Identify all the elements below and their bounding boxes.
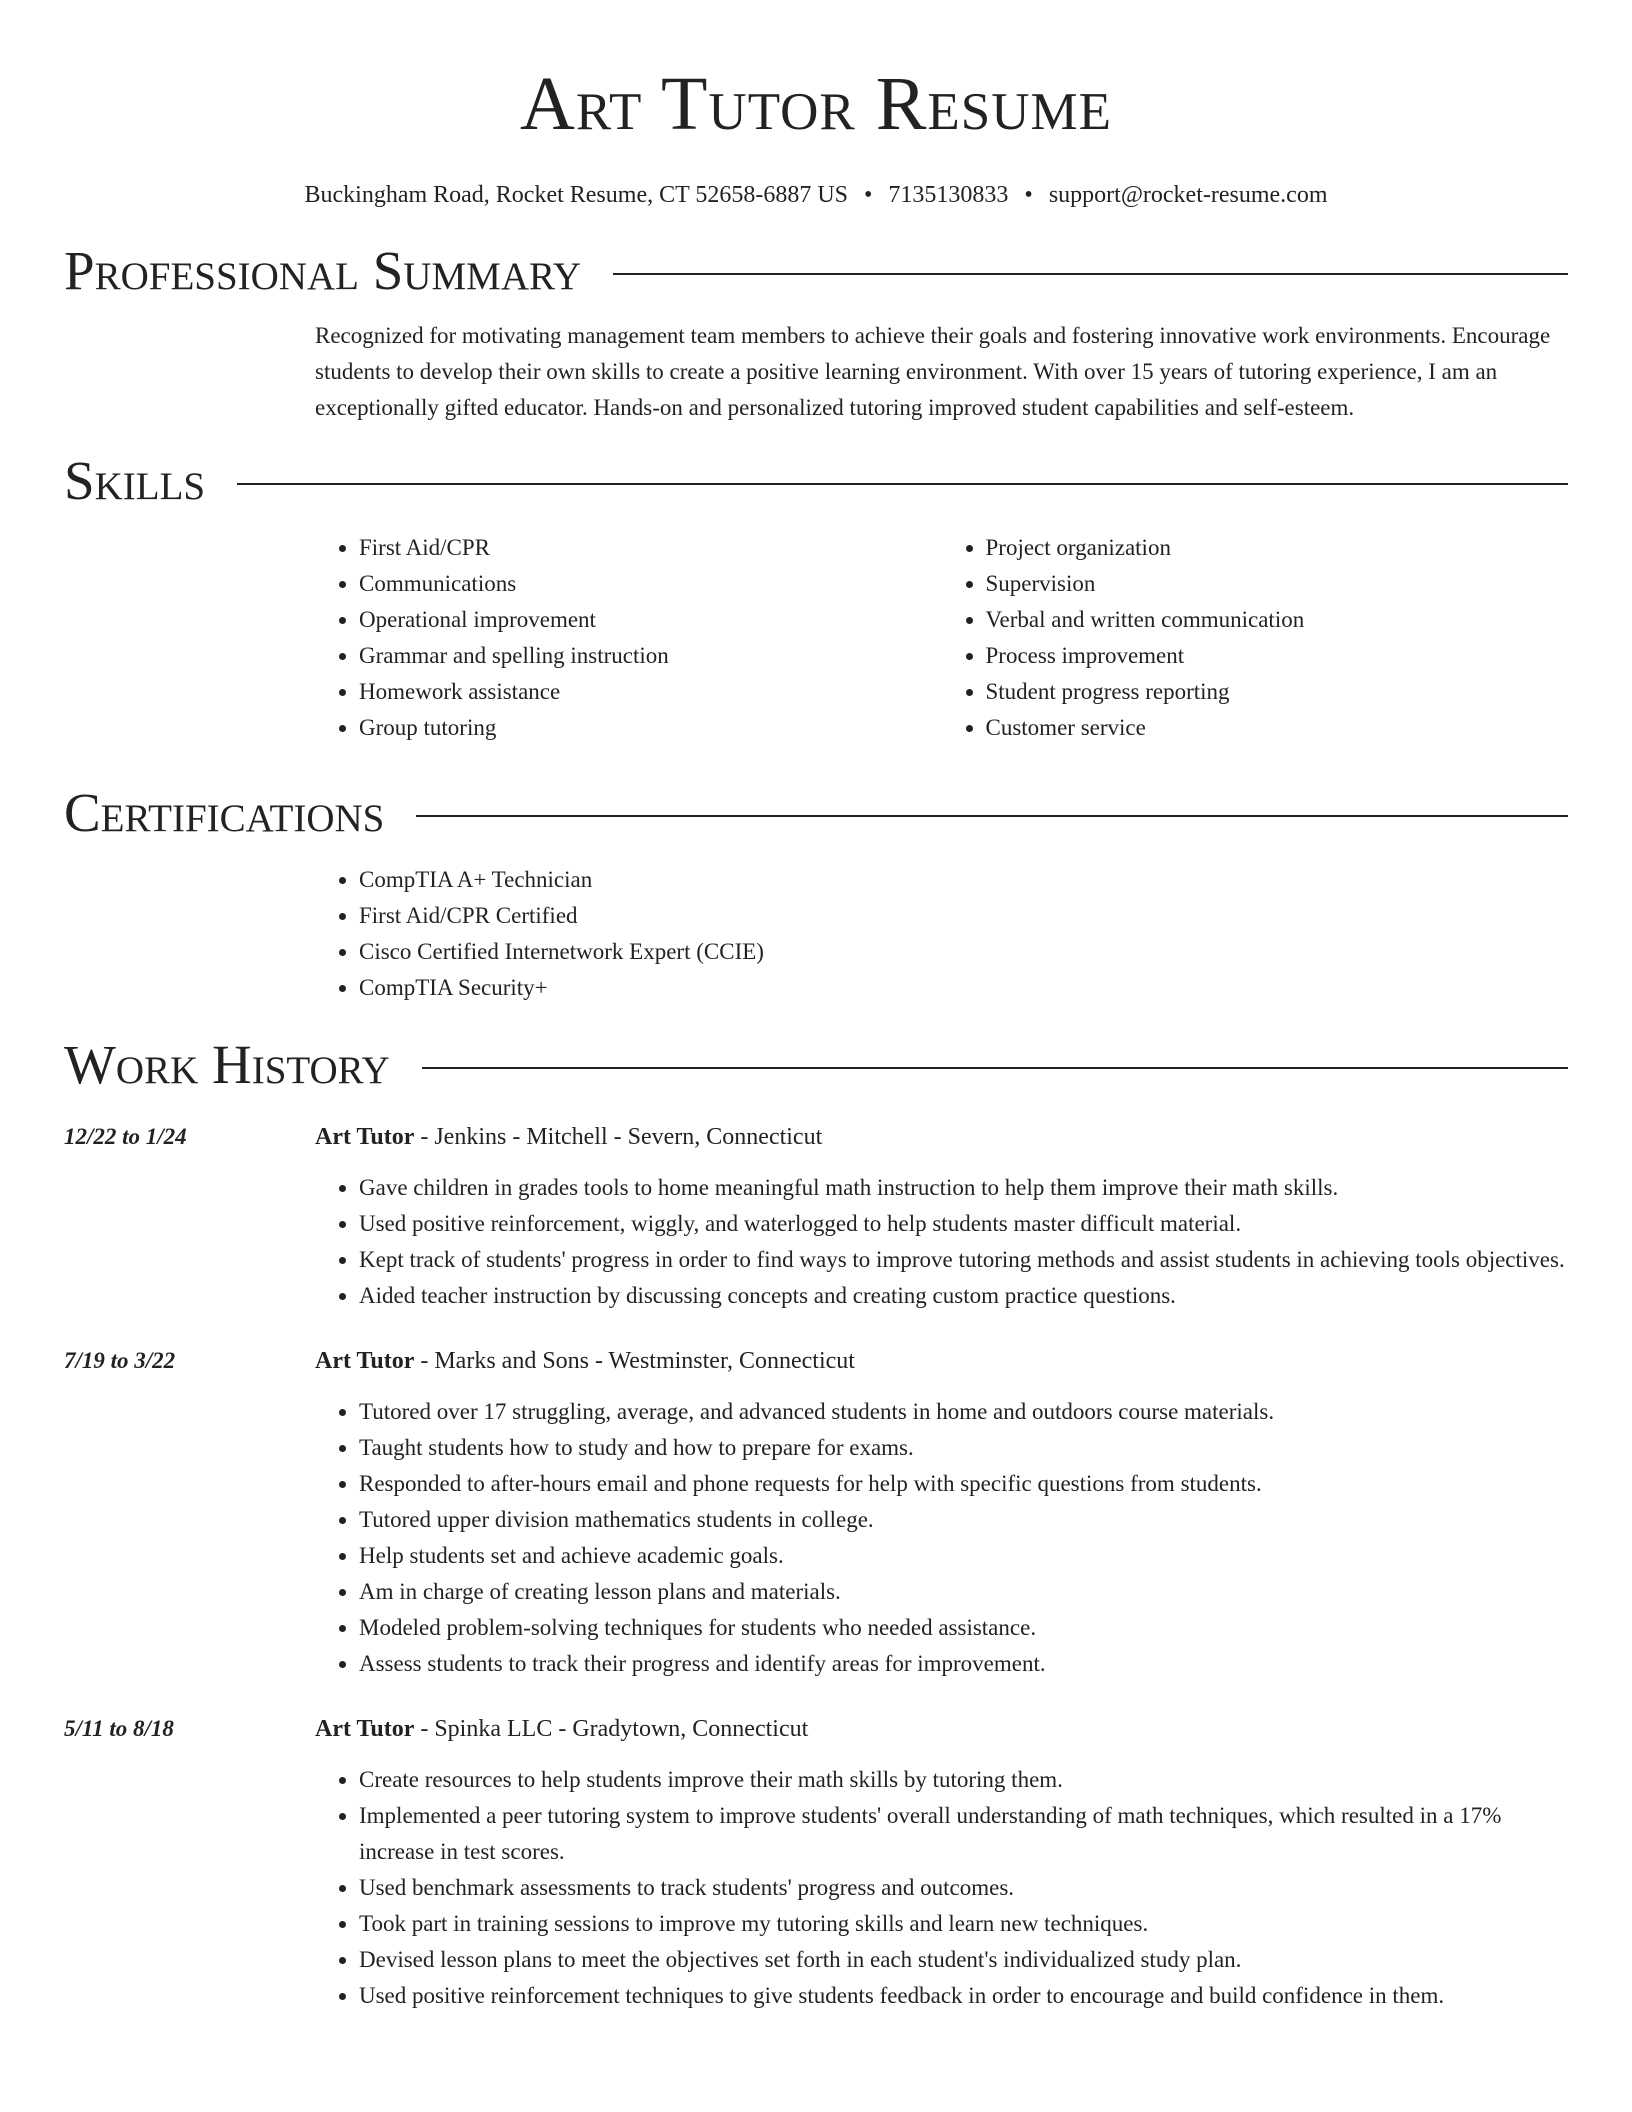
job-employer: - Jenkins - Mitchell - Severn, Connecticut xyxy=(414,1124,823,1150)
certifications-heading: Certifications xyxy=(64,782,385,843)
job-role: Art Tutor xyxy=(315,1124,415,1150)
job-bullets xyxy=(315,1762,1568,2014)
section-divider xyxy=(422,1067,1568,1069)
job-employer: - Spinka LLC - Gradytown, Connecticut xyxy=(414,1716,809,1742)
job-bullet: • Kept track of students' progress in order to find ways to improve tutoring methods and assist students in achieving tools objectives. xyxy=(359,1242,1568,1278)
certifications-block xyxy=(315,862,1568,1006)
skill-item: • Grammar and spelling instruction xyxy=(359,638,942,674)
contact-line xyxy=(64,180,1568,210)
skill-item: • Operational improvement xyxy=(359,602,942,638)
job-entry xyxy=(64,1120,1568,1314)
job-bullet: • Took part in training sessions to improve my tutoring skills and learn new techniques. xyxy=(359,1906,1568,1942)
job-bullet: • Used benchmark assessments to track students' progress and outcomes. xyxy=(359,1870,1568,1906)
job-bullet: • Help students set and achieve academic goals. xyxy=(359,1538,1568,1574)
summary-heading: Professional Summary xyxy=(64,240,582,301)
skills-list-right xyxy=(942,530,1569,746)
certifications-list xyxy=(315,862,1568,1006)
work-heading: Work History xyxy=(64,1034,390,1095)
job-bullets xyxy=(315,1170,1568,1314)
certifications-section-header xyxy=(64,780,1568,846)
skill-item: • Student progress reporting xyxy=(986,674,1569,710)
contact-address: Buckingham Road, Rocket Resume, CT 52658-6887 US xyxy=(304,182,848,208)
job-dates: 7/19 to 3/22 xyxy=(64,1348,176,1373)
job-role: Art Tutor xyxy=(315,1716,415,1742)
job-bullet: • Implemented a peer tutoring system to improve students' overall understanding of math techniques, which resulted in a 17% increase in test scores. xyxy=(359,1798,1568,1870)
job-bullet: • Modeled problem-solving techniques for students who needed assistance. xyxy=(359,1610,1568,1646)
job-heading xyxy=(315,1344,1568,1378)
job-bullet: • Create resources to help students improve their math skills by tutoring them. xyxy=(359,1762,1568,1798)
section-divider xyxy=(416,815,1568,817)
contact-separator: • xyxy=(864,182,873,208)
summary-text: Recognized for motivating management team members to achieve their goals and fostering innovative work environments. Encourage students to develop their own skills to create a positive learning environment. With over 15 years of tutoring experience, I am an exceptionally gifted educator. Hands-on and personalized tutoring improved student capabilities and self-esteem. xyxy=(315,323,1551,420)
summary-section-header xyxy=(64,238,1568,304)
job-bullet: • Aided teacher instruction by discussing concepts and creating custom practice questions. xyxy=(359,1278,1568,1314)
job-bullet: • Used positive reinforcement techniques to give students feedback in order to encourage and build confidence in them. xyxy=(359,1978,1568,2014)
skill-item: • Group tutoring xyxy=(359,710,942,746)
section-divider xyxy=(613,273,1568,275)
job-entry xyxy=(64,1712,1568,2014)
job-body xyxy=(315,1344,1568,1682)
skills-list-left xyxy=(315,530,942,746)
certification-item: • CompTIA Security+ xyxy=(359,970,1568,1006)
job-role: Art Tutor xyxy=(315,1348,415,1374)
job-bullet: • Tutored upper division mathematics students in college. xyxy=(359,1502,1568,1538)
work-section-header xyxy=(64,1032,1568,1098)
skill-item: • Homework assistance xyxy=(359,674,942,710)
skills-heading: Skills xyxy=(64,450,206,511)
certification-item: • First Aid/CPR Certified xyxy=(359,898,1568,934)
job-bullets xyxy=(315,1394,1568,1682)
job-body xyxy=(315,1120,1568,1314)
contact-separator: • xyxy=(1024,182,1033,208)
resume-page xyxy=(64,0,1568,2014)
contact-phone: 7135130833 xyxy=(888,182,1009,208)
job-bullet: • Taught students how to study and how to prepare for exams. xyxy=(359,1430,1568,1466)
skill-item: • First Aid/CPR xyxy=(359,530,942,566)
job-bullet: • Tutored over 17 struggling, average, and advanced students in home and outdoors course materials. xyxy=(359,1394,1568,1430)
job-body xyxy=(315,1712,1568,2014)
skill-item: • Communications xyxy=(359,566,942,602)
job-bullet: • Devised lesson plans to meet the objectives set forth in each student's individualized study plan. xyxy=(359,1942,1568,1978)
job-bullet: • Used positive reinforcement, wiggly, and waterlogged to help students master difficult material. xyxy=(359,1206,1568,1242)
skills-section-header xyxy=(64,448,1568,514)
job-bullet: • Responded to after-hours email and phone requests for help with specific questions from students. xyxy=(359,1466,1568,1502)
job-heading xyxy=(315,1712,1568,1746)
skill-item: • Customer service xyxy=(986,710,1569,746)
job-bullet: • Assess students to track their progress and identify areas for improvement. xyxy=(359,1646,1568,1682)
skill-item: • Verbal and written communication xyxy=(986,602,1569,638)
skill-item: • Process improvement xyxy=(986,638,1569,674)
job-bullet: • Am in charge of creating lesson plans and materials. xyxy=(359,1574,1568,1610)
job-entry xyxy=(64,1344,1568,1682)
job-employer: - Marks and Sons - Westminster, Connecticut xyxy=(414,1348,855,1374)
certification-item: • Cisco Certified Internetwork Expert (CCIE) xyxy=(359,934,1568,970)
job-bullet: • Gave children in grades tools to home meaningful math instruction to help them improve their math skills. xyxy=(359,1170,1568,1206)
job-dates: 12/22 to 1/24 xyxy=(64,1124,187,1149)
section-divider xyxy=(237,483,1568,485)
skills-columns xyxy=(315,530,1568,746)
contact-email: support@rocket-resume.com xyxy=(1048,182,1328,208)
skill-item: • Supervision xyxy=(986,566,1569,602)
resume-title: Art Tutor Resume xyxy=(519,62,1113,146)
certification-item: • CompTIA A+ Technician xyxy=(359,862,1568,898)
skill-item: • Project organization xyxy=(986,530,1569,566)
job-heading xyxy=(315,1120,1568,1154)
job-dates: 5/11 to 8/18 xyxy=(64,1716,174,1741)
